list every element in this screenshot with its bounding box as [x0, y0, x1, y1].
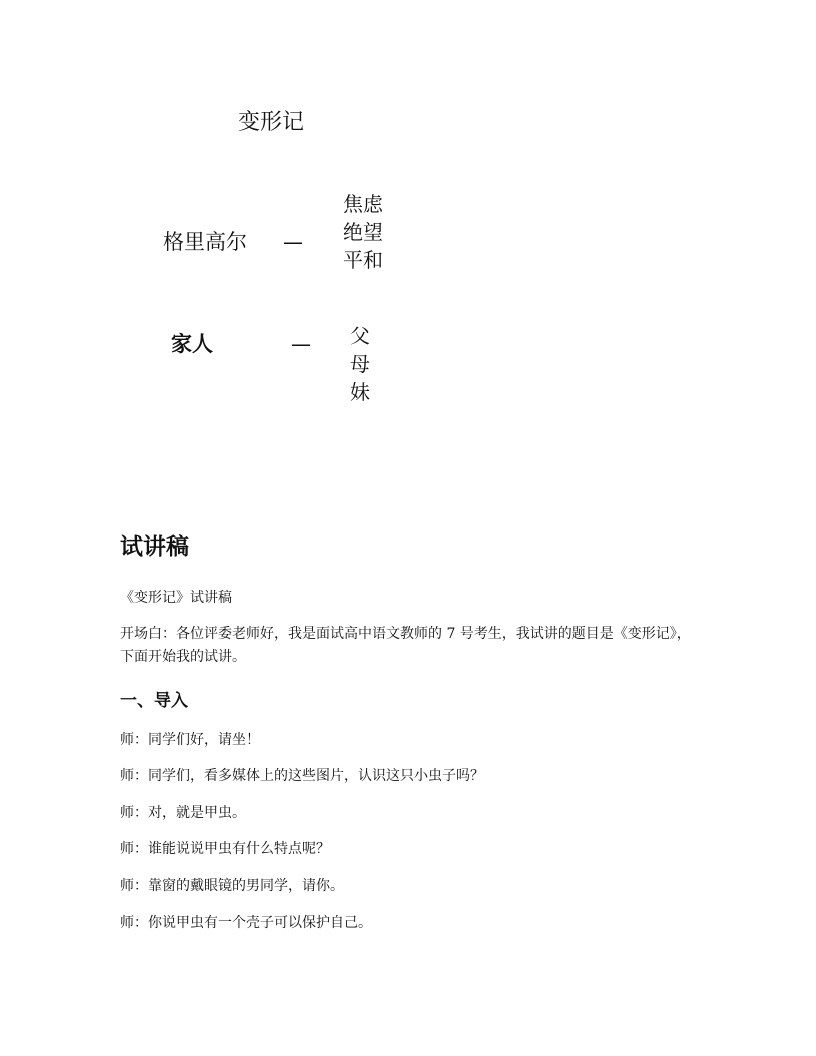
- dialogue-line-5: 师：靠窗的戴眼镜的男同学，请你。: [120, 878, 344, 894]
- gregor-label: 格里高尔: [163, 230, 247, 254]
- gregor-state-despair: 绝望: [343, 220, 383, 244]
- script-title-line: 《变形记》试讲稿: [120, 590, 232, 606]
- opening-paragraph: 开场白：各位评委老师好，我是面试高中语文教师的 7 号考生，我试讲的题目是《变形记》，下面开始我的试讲。: [120, 626, 691, 665]
- section-title: 试讲稿: [120, 534, 189, 560]
- gregor-state-calm: 平和: [343, 248, 383, 272]
- dialogue-line-3: 师：对，就是甲虫。: [120, 805, 246, 821]
- family-member-father: 父: [350, 324, 370, 348]
- dialogue-line-2: 师：同学们，看多媒体上的这些图片，认识这只小虫子吗？: [120, 768, 484, 784]
- dash-family: —: [291, 332, 311, 356]
- family-members-stack: [350, 326, 370, 410]
- subheading-introduction: 一、导入: [120, 691, 188, 711]
- dialogue-line-4: 师：谁能说说甲虫有什么特点呢？: [120, 841, 330, 857]
- board-title: 变形记: [238, 110, 305, 135]
- family-member-mother: 母: [350, 352, 370, 376]
- dash-gregor: —: [283, 230, 303, 254]
- family-label: 家人: [171, 332, 213, 356]
- dialogue-line-1: 师：同学们好，请坐！: [120, 732, 260, 748]
- gregor-state-anxiety: 焦虑: [343, 192, 383, 216]
- dialogue-line-6: 师：你说甲虫有一个壳子可以保护自己。: [120, 915, 372, 931]
- gregor-states-stack: [343, 194, 383, 278]
- family-member-sister: 妹: [350, 380, 370, 404]
